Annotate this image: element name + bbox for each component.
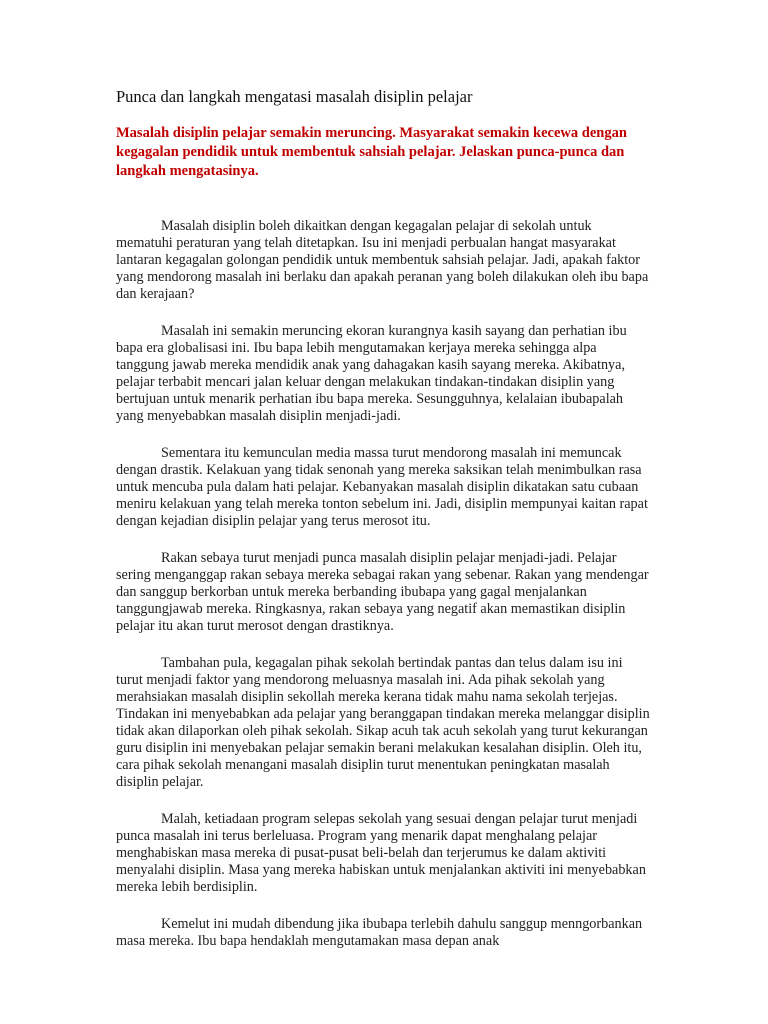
- paragraph-introduction: Masalah disiplin boleh dikaitkan dengan kegagalan pelajar di sekolah untuk mematuhi peraturan yang telah ditetapkan. Isu ini menjadi perbualan hangat masyarakat lantaran kegagalan golongan pendidik untuk membentuk sahsiah pelajar. Jadi, apakah faktor yang mendorong masalah ini berlaku dan apakah peranan yang boleh dilakukan oleh ibu bapa dan kerajaan?: [116, 218, 649, 302]
- paragraph-parental-sacrifice: Kemelut ini mudah dibendung jika ibubapa terlebih dahulu sanggup menngorbankan masa mereka. Ibu bapa hendaklah mengutamakan masa depan anak: [116, 916, 643, 949]
- paragraph-mass-media: Sementara itu kemunculan media massa turut mendorong masalah ini memuncak dengan drastik. Kelakuan yang tidak senonah yang mereka saksikan telah menimbulkan rasa untuk mencuba pula dalam hati pelajar. Kebanyakan masalah disiplin dikatakan satu cubaan meniru kelakuan yang telah mereka tonton sebelum ini. Jadi, disiplin mempunyai kaitan rapat dengan kejadian disiplin pelajar yang terus merosot itu.: [116, 445, 648, 529]
- document-body: [116, 86, 650, 970]
- essay-text: [116, 218, 650, 950]
- paragraph-school-failure: Tambahan pula, kegagalan pihak sekolah bertindak pantas dan telus dalam isu ini turut menjadi faktor yang mendorong meluasnya masalah ini. Ada pihak sekolah yang merahsiakan masalah disiplin sekollah mereka kerana tidak mahu nama sekolah terjejas. Tindakan ini menyebabkan ada pelajar yang beranggapan tindakan mereka melanggar disiplin tidak akan dilaporkan oleh pihak sekolah. Sikap acuh tak acuh sekolah yang turut kekurangan guru disiplin ini menyebakan pelajar semakin berani melakukan kesalahan disiplin. Oleh itu, cara pihak sekolah menangani masalah disiplin turut menentukan peningkatan masalah disiplin pelajar.: [116, 655, 650, 790]
- paragraph-after-school-programs: Malah, ketiadaan program selepas sekolah yang sesuai dengan pelajar turut menjadi punca masalah ini terus berleluasa. Program yang menarik dapat menghalang pelajar menghabiskan masa mereka di pusat-pusat beli-belah dan terjerumus ke dalam aktiviti menyalahi disiplin. Masa yang mereka habiskan untuk menjalankan aktiviti ini menyebabkan mereka lebih berdisiplin.: [116, 811, 646, 895]
- paragraph-peer-influence: Rakan sebaya turut menjadi punca masalah disiplin pelajar menjadi-jadi. Pelajar sering menganggap rakan sebaya mereka sebagai rakan yang sebenar. Rakan yang mendengar dan sanggup berkorban untuk mereka berbanding ibubapa yang gagal menjalankan tanggungjawab mereka. Ringkasnya, rakan sebaya yang negatif akan memastikan disiplin pelajar itu akan turut merosot dengan drastiknya.: [116, 550, 649, 634]
- paragraph-parental-attention: Masalah ini semakin meruncing ekoran kurangnya kasih sayang dan perhatian ibu bapa era globalisasi ini. Ibu bapa lebih mengutamakan kerjaya mereka sehingga alpa tanggung jawab mereka mendidik anak yang dahagakan kasih sayang mereka. Akibatnya, pelajar terbabit mencari jalan keluar dengan melakukan tindakan-tindakan disiplin yang bertujuan untuk menarik perhatian ibu bapa mereka. Sesungguhnya, kelalaian ibubapalah yang menyebabkan masalah disiplin menjadi-jadi.: [116, 323, 627, 424]
- page-title: Punca dan langkah mengatasi masalah disiplin pelajar: [116, 87, 473, 106]
- essay-question: Masalah disiplin pelajar semakin meruncing. Masyarakat semakin kecewa dengan kegagalan pendidik untuk membentuk sahsiah pelajar. Jelaskan punca-punca dan langkah mengatasinya.: [116, 125, 627, 179]
